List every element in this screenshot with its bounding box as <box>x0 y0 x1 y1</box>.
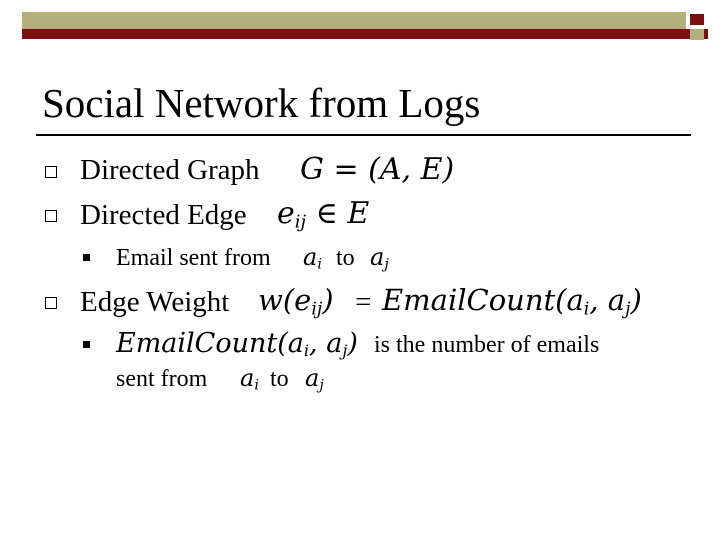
title-divider <box>36 134 691 136</box>
sub-bullet-text: to <box>270 366 289 392</box>
bullet-square-icon <box>45 166 57 178</box>
formula-ai: $a_i$ <box>303 243 322 273</box>
formula-emailcount: $EmailCount(a_i$, $a_j$) <box>116 328 358 361</box>
formula-weight-lhs: $w(e_{ij})$ <box>258 283 334 320</box>
header-square <box>690 14 704 25</box>
equals-sign: = <box>355 286 372 318</box>
formula-edge: $e_{ij}$ ∈ E <box>277 196 370 233</box>
formula-ai: $a_i$ <box>240 364 259 394</box>
header-square <box>690 29 704 40</box>
sub-bullet-text: is the number of emails <box>374 332 600 358</box>
bullet-text: Edge Weight <box>80 286 230 318</box>
sub-bullet-icon <box>83 254 90 261</box>
bullet-text: Directed Edge <box>80 199 247 231</box>
formula-weight-rhs: $EmailCount(a_i$, $a_j$) <box>382 283 642 320</box>
bullet-square-icon <box>45 297 57 309</box>
header-bar-maroon <box>22 29 708 39</box>
formula-aj: $a_j$ <box>305 364 324 394</box>
sub-bullet-icon <box>83 341 90 348</box>
sub-bullet-text: Email sent from <box>116 245 271 271</box>
slide-title: Social Network from Logs <box>42 80 481 126</box>
sub-bullet-text: sent from <box>116 366 208 392</box>
formula-aj: $a_j$ <box>370 243 389 273</box>
bullet-text: Directed Graph <box>80 154 260 186</box>
sub-bullet-text: to <box>336 245 355 271</box>
bullet-square-icon <box>45 210 57 222</box>
formula-graph: G = (A, E) <box>300 152 455 187</box>
